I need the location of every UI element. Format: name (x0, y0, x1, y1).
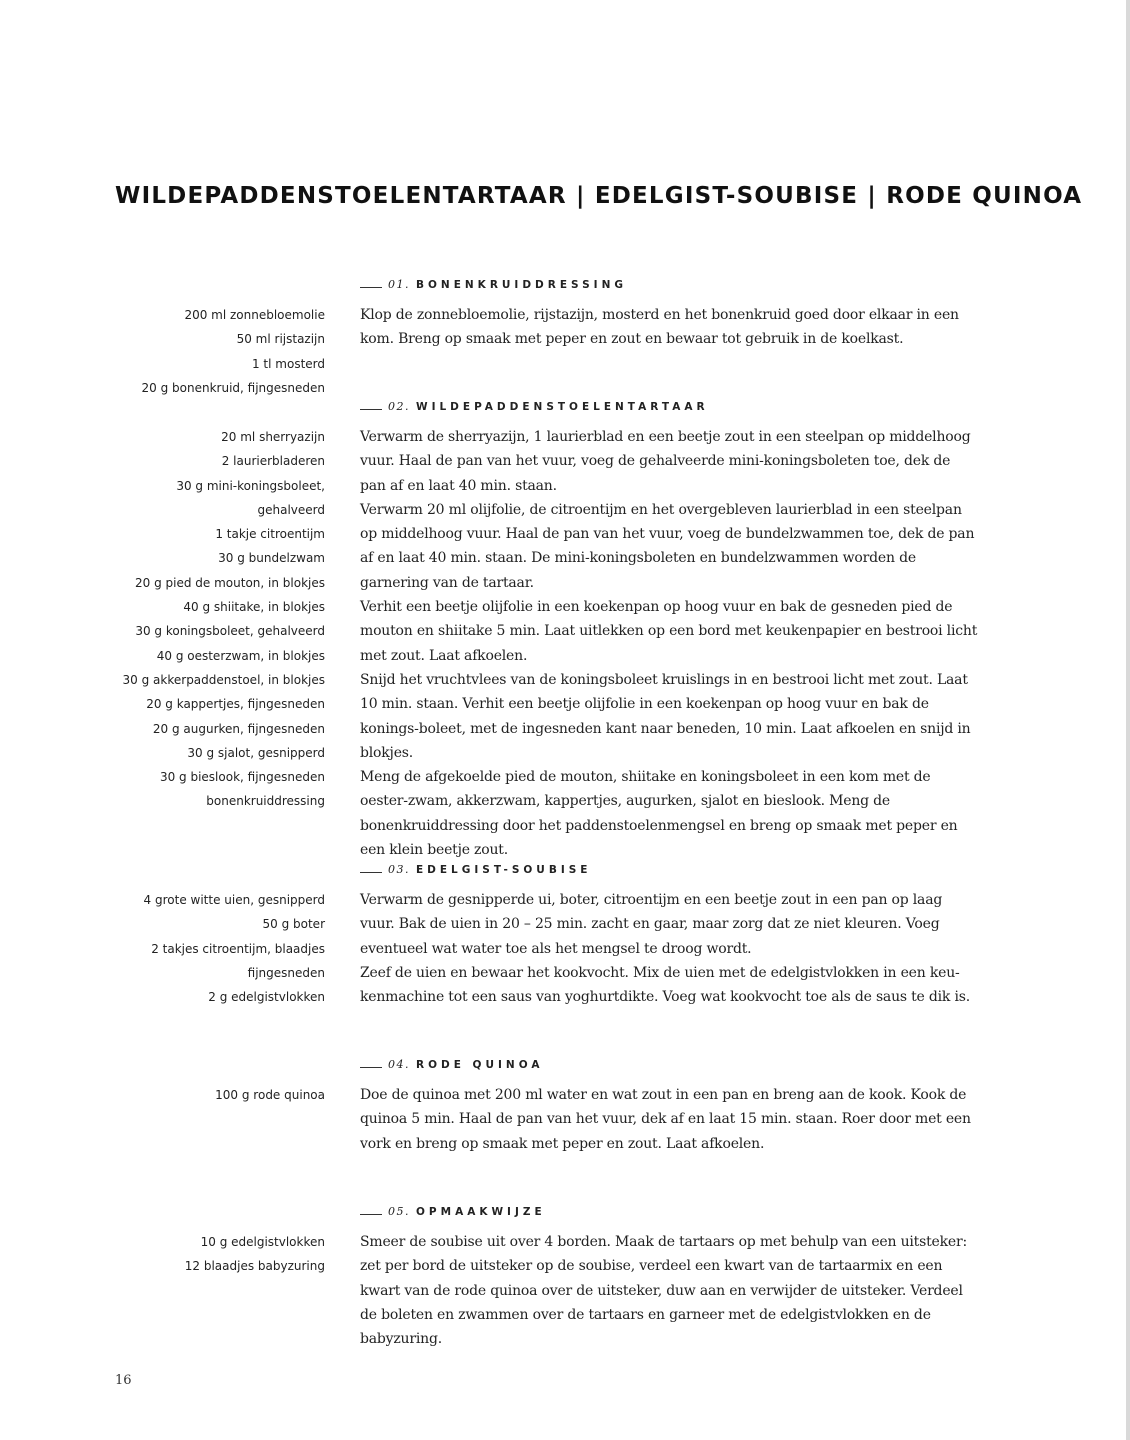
section-heading (360, 400, 709, 413)
ingredient-item: 40 g shiitake, in blokjes (183, 600, 325, 615)
heading-rule (360, 1067, 382, 1068)
ingredient-item: 50 g boter (262, 917, 325, 932)
method-paragraph: Verwarm de sherryazijn, 1 laurierblad en een beetje zout in een steelpan op middelhoog vuur. Haal de pan van het vuur, voeg de gehalveerde mini-koningsboleten toe, dek de pan af en laat 40 min. staan. (360, 429, 971, 494)
section-heading (360, 1058, 543, 1071)
method-paragraph: Doe de quinoa met 200 ml water en wat zout in een pan en breng aan de kook. Kook de quinoa 5 min. Haal de pan van het vuur, dek af en laat 15 min. staan. Roer door met een vork en breng op smaak met peper en zout. Laat afkoelen. (360, 1087, 971, 1152)
method-text (360, 888, 980, 1009)
ingredient-item: 2 takjes citroentijm, blaadjes (151, 941, 325, 956)
method-text (360, 1230, 980, 1351)
ingredient-item: 1 takje citroentijm (215, 527, 325, 542)
ingredient-item: 30 g sjalot, gesnipperd (187, 745, 325, 760)
ingredient-item: 30 g koningsboleet, gehalveerd (135, 624, 325, 639)
ingredient-item: 20 g augurken, fijngesneden (152, 721, 325, 736)
ingredient-item: 200 ml zonnebloemolie (184, 308, 325, 322)
method-text (360, 303, 980, 352)
ingredient-item: 30 g mini-koningsboleet, (176, 478, 325, 493)
section-number: 03. (388, 863, 410, 876)
ingredient-item: 30 g bieslook, fijngesneden (159, 770, 325, 785)
method-paragraph: Verhit een beetje olijfolie in een koekenpan op hoog vuur en bak de gesneden pied de mouton en shiitake 5 min. Laat uitlekken op een bord met keukenpapier en bestrooi licht met zout. Laat afkoelen. (360, 599, 978, 664)
ingredient-item: 1 tl mosterd (251, 356, 325, 371)
recipe-title: WILDEPADDENSTOELENTARTAAR | EDELGIST-SOUBISE | RODE QUINOA (115, 183, 1083, 210)
section-heading (360, 863, 591, 876)
section-heading (360, 1205, 546, 1218)
page-edge (1126, 0, 1130, 1440)
section-name: RODE QUINOA (416, 1058, 544, 1071)
ingredient-item: 20 ml sherryazijn (221, 430, 325, 444)
ingredient-item: 2 laurierbladeren (221, 454, 325, 469)
section-name: EDELGIST-SOUBISE (416, 863, 592, 876)
ingredient-item: gehalveerd (257, 502, 325, 517)
method-paragraph: Snijd het vruchtvlees van de koningsboleet kruislings in en bestrooi licht met zout. Laat 10 min. staan. Verhit een beetje olijfolie in een koekenpan op hoog vuur en bak de konings-boleet, met de ingesneden kant naar beneden, 10 min. Laat afkoelen en snijd in blokjes. (360, 671, 971, 761)
section-heading (360, 278, 627, 291)
method-paragraph: Meng de afgekoelde pied de mouton, shiitake en koningsboleet in een kom met de oester-zwam, akkerzwam, kappertjes, augurken, sjalot en bieslook. Meng de bonenkruiddressing door het paddenstoelenmengsel en breng op smaak met peper en een klein beetje zout. (360, 769, 958, 859)
section-name: OPMAAKWIJZE (416, 1205, 546, 1218)
heading-rule (360, 409, 382, 410)
method-paragraph: Verwarm 20 ml olijfolie, de citroentijm en het overgebleven laurierblad in een steelpan op middelhoog vuur. Haal de pan van het vuur, voeg de bundelzwammen toe, dek de pan af en laat 40 min. staan. De mini-koningsboleten en bundelzwammen worden de garnering van de tartaar. (360, 501, 975, 591)
ingredient-item: 20 g bonenkruid, fijngesneden (141, 380, 325, 395)
method-paragraph: Klop de zonnebloemolie, rijstazijn, mosterd en het bonenkruid goed door elkaar in een kom. Breng op smaak met peper en zout en bewaar tot gebruik in de koelkast. (360, 307, 959, 348)
section-number: 04. (388, 1058, 410, 1071)
method-paragraph: Zeef de uien en bewaar het kookvocht. Mix de uien met de edelgistvlokken in een keu-kenmachine tot een saus van yoghurtdikte. Voeg wat kookvocht toe als de saus te dik is. (360, 964, 970, 1006)
ingredient-list (185, 1230, 325, 1279)
ingredient-list (123, 425, 325, 814)
ingredient-item: 4 grote witte uien, gesnipperd (143, 893, 325, 907)
heading-rule (360, 287, 382, 288)
ingredient-list (144, 888, 325, 1009)
method-paragraph: Verwarm de gesnipperde ui, boter, citroentijm en een beetje zout in een pan op laag vuur. Bak de uien in 20 – 25 min. zacht en gaar, maar zorg dat ze niet kleuren. Voeg eventueel wat water toe als het mengsel te droog wordt. (360, 892, 943, 957)
ingredient-item: 40 g oesterzwam, in blokjes (156, 648, 325, 663)
ingredient-item: 10 g edelgistvlokken (200, 1235, 325, 1249)
ingredient-item: fijngesneden (247, 965, 325, 980)
section-name: WILDEPADDENSTOELENTARTAAR (416, 400, 709, 413)
section-number: 01. (388, 278, 410, 291)
page-number: 16 (115, 1373, 132, 1388)
ingredient-item: 100 g rode quinoa (215, 1088, 325, 1102)
ingredient-list (142, 303, 325, 400)
section-number: 02. (388, 400, 410, 413)
ingredient-item: 20 g kappertjes, fijngesneden (146, 697, 325, 712)
method-text (360, 425, 980, 862)
section-name: BONENKRUIDDRESSING (416, 278, 627, 291)
ingredient-item: 30 g bundelzwam (218, 551, 325, 566)
ingredient-item: bonenkruiddressing (206, 794, 325, 809)
heading-rule (360, 1214, 382, 1215)
ingredient-list (215, 1083, 325, 1107)
ingredient-item: 20 g pied de mouton, in blokjes (135, 575, 325, 590)
ingredient-item: 2 g edelgistvlokken (208, 990, 325, 1005)
section-number: 05. (388, 1205, 410, 1218)
ingredient-item: 50 ml rijstazijn (236, 332, 325, 347)
ingredient-item: 30 g akkerpaddenstoel, in blokjes (122, 672, 325, 687)
method-paragraph: Smeer de soubise uit over 4 borden. Maak de tartaars op met behulp van een uitsteker: zet per bord de uitsteker op de soubise, verdeel een kwart van de tartaarmix en een kwart van de rode quinoa over de uitsteker, duw aan en verwijder de uitsteker. Verdeel de boleten en zwammen over de tartaars en garneer met de edelgistvlokken en de babyzuring. (360, 1234, 967, 1348)
ingredient-item: 12 blaadjes babyzuring (184, 1259, 325, 1274)
method-text (360, 1083, 980, 1156)
heading-rule (360, 872, 382, 873)
